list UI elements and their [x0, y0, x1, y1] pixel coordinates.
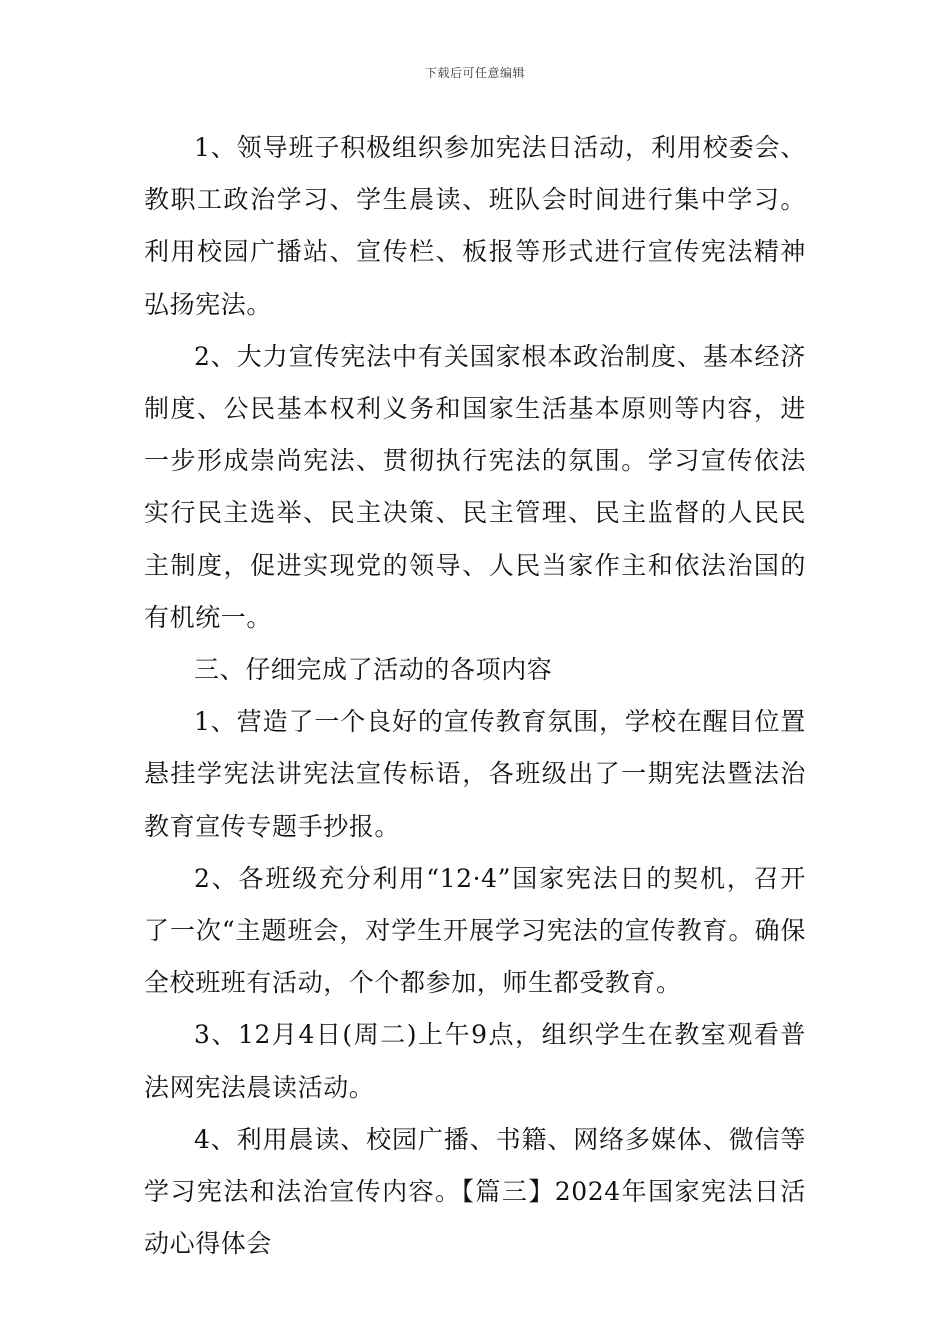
document-body [144, 122, 806, 1270]
page-header: 下载后可任意编辑 [424, 66, 525, 80]
section-heading-three: 三、仔细完成了活动的各项内容 [194, 655, 553, 685]
paragraph-activity-4: 4、利用晨读、校园广播、书籍、网络多媒体、微信等学习宪法和法治宣传内容。【篇三】2024年国家宪法日活动心得体会 [144, 1124, 806, 1259]
paragraph-item-2-publicity: 2、大力宣传宪法中有关国家根本政治制度、基本经济制度、公民基本权利义务和国家生活基本原则等内容，进一步形成崇尚宪法、贯彻执行宪法的氛围。学习宣传依法实行民主选举、民主决策、民主管理、民主监督的人民民主制度，促进实现党的领导、人民当家作主和依法治国的有机统一。 [144, 341, 806, 632]
paragraph-activity-2: 2、各班级充分利用“12·4”国家宪法日的契机，召开了一次“主题班会，对学生开展学习宪法的宣传教育。确保全校班班有活动，个个都参加，师生都受教育。 [144, 863, 806, 998]
paragraph-item-1-leadership: 1、领导班子积极组织参加宪法日活动，利用校委会、教职工政治学习、学生晨读、班队会时间进行集中学习。利用校园广播站、宣传栏、板报等形式进行宣传宪法精神弘扬宪法。 [144, 133, 806, 319]
paragraph-activity-3: 3、12月4日(周二)上午9点，组织学生在教室观看普法网宪法晨读活动。 [144, 1020, 806, 1102]
paragraph-activity-1: 1、营造了一个良好的宣传教育氛围，学校在醒目位置悬挂学宪法讲宪法宣传标语，各班级出了一期宪法暨法治教育宣传专题手抄报。 [144, 707, 806, 841]
